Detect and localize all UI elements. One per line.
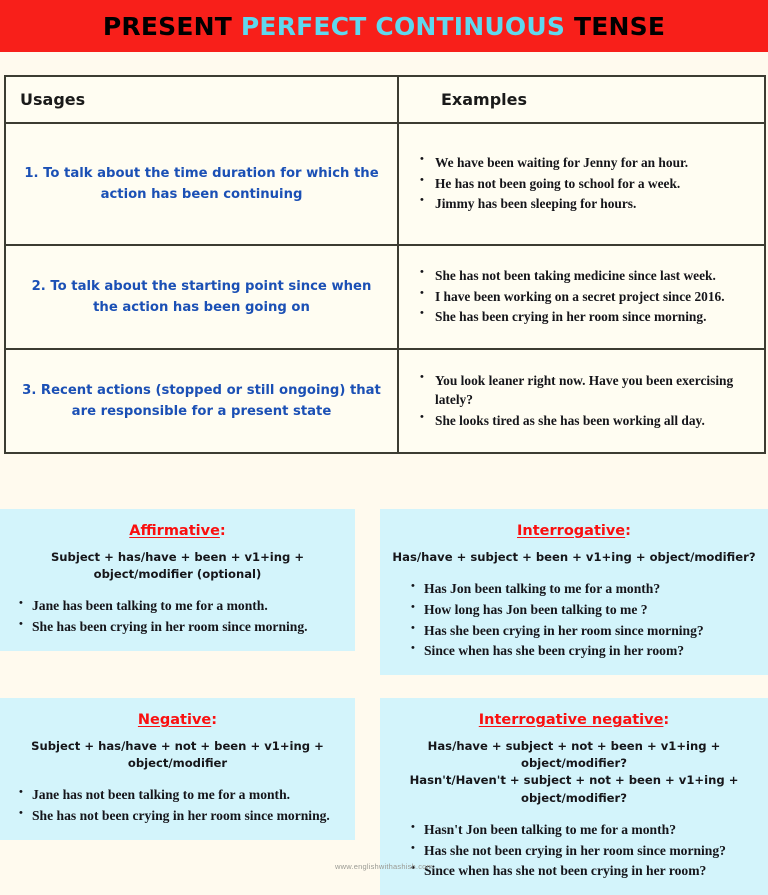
usages-examples-table bbox=[4, 75, 766, 454]
usage-text-1: 1. To talk about the time duration for which the action has been continuing bbox=[5, 123, 398, 245]
list-item: • Has she not been crying in her room since morning? bbox=[424, 842, 758, 861]
list-item: • She has not been crying in her room since morning. bbox=[32, 807, 345, 826]
list-item: • Has she been crying in her room since morning? bbox=[424, 622, 758, 641]
list-item: • I have been working on a secret project since 2016. bbox=[433, 287, 752, 306]
sentence-forms-section bbox=[0, 509, 768, 895]
list-item: • Since when has she not been crying in her room? bbox=[424, 862, 758, 881]
negative-title-text: Negative bbox=[137, 712, 212, 729]
list-item: • She has been crying in her room since morning. bbox=[32, 618, 345, 637]
negative-formula: Subject + has/have + not + been + v1+ing + object/modifier bbox=[31, 739, 324, 771]
affirmative-title-text: Affirmative bbox=[129, 523, 220, 539]
list-item: • Jane has not been talking to me for a month. bbox=[32, 786, 345, 805]
interrogative-negative-title-colon: : bbox=[663, 712, 670, 729]
interrogative-formula: Has/have + subject + been + v1+ing + object/modifier? bbox=[392, 550, 756, 564]
forms-row-top bbox=[0, 509, 768, 675]
affirmative-formula: Subject + has/have + been + v1+ing + object/modifier (optional) bbox=[50, 550, 305, 582]
examples-cell-3 bbox=[398, 349, 765, 453]
negative-title bbox=[10, 712, 345, 728]
example-list-2 bbox=[407, 266, 752, 326]
interrogative-examples bbox=[390, 580, 758, 661]
affirmative-examples bbox=[10, 597, 345, 637]
examples-cell-1 bbox=[398, 123, 765, 245]
footer-watermark: www.englishwithashish.com bbox=[335, 862, 433, 871]
table-row bbox=[5, 245, 765, 349]
list-item: • Jimmy has been sleeping for hours. bbox=[433, 194, 752, 213]
interrogative-negative-formula bbox=[390, 738, 758, 807]
negative-examples bbox=[10, 786, 345, 826]
list-item: • He has not been going to school for a week. bbox=[433, 174, 752, 193]
affirmative-title-colon: : bbox=[219, 523, 226, 539]
list-item: • Since when has she been crying in her room? bbox=[424, 642, 758, 661]
interrogative-box bbox=[380, 509, 768, 675]
table-header-row bbox=[5, 76, 765, 123]
list-item: • We have been waiting for Jenny for an hour. bbox=[433, 153, 752, 172]
interrogative-title bbox=[390, 523, 758, 539]
usages-table-wrapper bbox=[4, 75, 764, 454]
page-title-part2: TENSE bbox=[565, 11, 666, 41]
negative-box bbox=[0, 698, 355, 840]
interrogative-negative-title-text: Interrogative negative bbox=[478, 712, 664, 729]
list-item: • She has not been taking medicine since last week. bbox=[433, 266, 752, 285]
interrogative-negative-formula-line1: Has/have + subject + not + been + v1+ing + object/modifier? bbox=[427, 739, 721, 771]
list-item: • Hasn't Jon been talking to me for a month? bbox=[424, 821, 758, 840]
list-item: • How long has Jon been talking to me ? bbox=[424, 601, 758, 620]
usage-text-2: 2. To talk about the starting point since when the action has been going on bbox=[5, 245, 398, 349]
table-row bbox=[5, 349, 765, 453]
affirmative-title bbox=[10, 523, 345, 539]
example-list-3 bbox=[407, 371, 752, 430]
page-title-bar bbox=[0, 0, 768, 52]
interrogative-title-text: Interrogative bbox=[517, 523, 626, 539]
interrogative-negative-examples bbox=[390, 821, 758, 881]
list-item: • Has Jon been talking to me for a month? bbox=[424, 580, 758, 599]
list-item: • She looks tired as she has been working all day. bbox=[433, 411, 752, 430]
examples-cell-2 bbox=[398, 245, 765, 349]
page-title-part1: PRESENT bbox=[102, 11, 241, 41]
interrogative-title-colon: : bbox=[625, 523, 631, 539]
column-header-examples: Examples bbox=[398, 76, 765, 123]
column-header-usages: Usages bbox=[5, 76, 398, 123]
negative-title-colon: : bbox=[211, 712, 218, 729]
interrogative-negative-title bbox=[390, 712, 758, 728]
page-title bbox=[103, 12, 665, 41]
interrogative-negative-formula-line2: Hasn't/Haven't + subject + not + been + v1+ing + object/modifier? bbox=[409, 773, 739, 805]
usage-text-3: 3. Recent actions (stopped or still ongoing) that are responsible for a present state bbox=[5, 349, 398, 453]
list-item: • Jane has been talking to me for a month. bbox=[32, 597, 345, 616]
page-title-highlight: PERFECT CONTINUOUS bbox=[240, 11, 566, 41]
list-item: • She has been crying in her room since morning. bbox=[433, 307, 752, 326]
table-row bbox=[5, 123, 765, 245]
affirmative-box bbox=[0, 509, 355, 651]
example-list-1 bbox=[407, 153, 752, 213]
list-item: • You look leaner right now. Have you been exercising lately? bbox=[433, 371, 752, 410]
